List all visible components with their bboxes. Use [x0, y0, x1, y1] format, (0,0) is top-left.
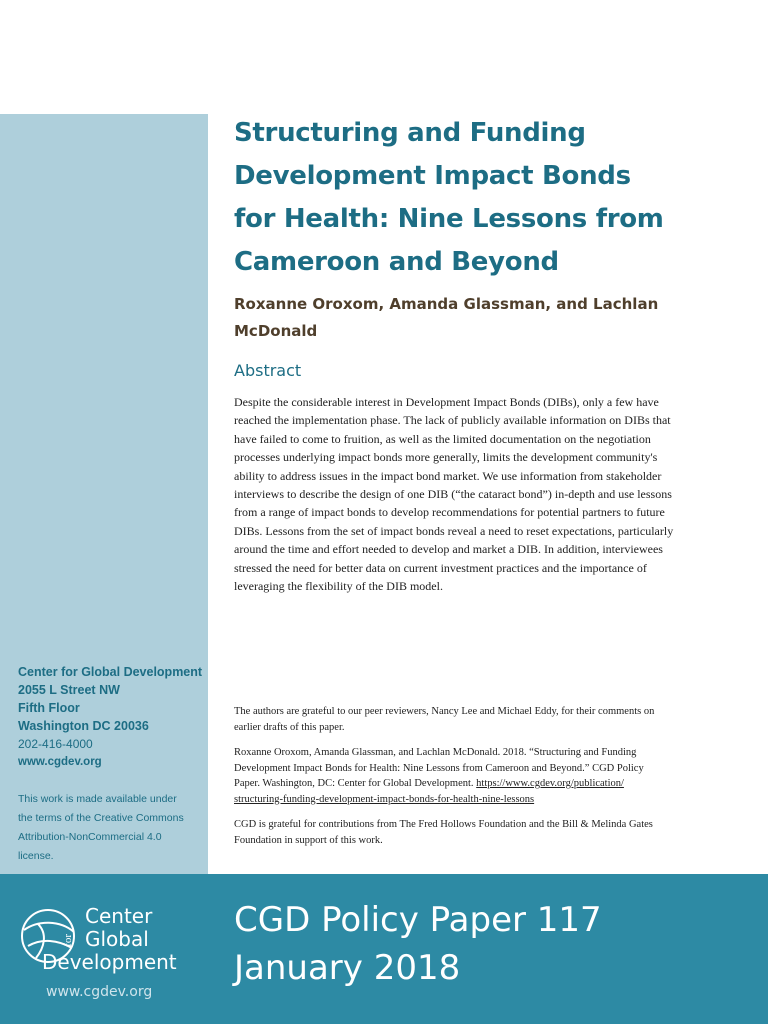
abstract-text: [234, 393, 730, 595]
cgd-logo: [18, 904, 208, 1014]
authors-line: McDonald: [234, 322, 318, 340]
license-line: the terms of the Creative Commons: [18, 812, 184, 824]
logo-line: Global: [85, 927, 149, 951]
abstract-line: DIBs. Lessons from the set of impact bonds reveal a need to reset expectations, particularly: [234, 523, 674, 538]
address-city: Washington DC 20036: [18, 719, 149, 733]
license-line: license.: [18, 850, 54, 862]
series-date: January 2018: [234, 948, 461, 988]
title-line: for Health: Nine Lessons from: [234, 204, 664, 234]
abstract-heading: Abstract: [234, 361, 302, 380]
abstract-line: have failed to come to fruition, as well as the limited documentation on the negotiation: [234, 431, 651, 446]
authors: [234, 291, 714, 345]
address-street: 2055 L Street NW: [18, 683, 120, 697]
title-line: Development Impact Bonds: [234, 161, 631, 191]
funding-line: CGD is grateful for contributions from The Fred Hollows Foundation and the Bill & Melinda Gates: [234, 819, 653, 830]
address-url[interactable]: www.cgdev.org: [18, 756, 102, 768]
abstract-line: interviews to describe the design of one DIB (“the cataract bond”) in-depth and use lessons: [234, 487, 672, 502]
acknowledgment-line: The authors are grateful to our peer reviewers, Nancy Lee and Michael Eddy, for their comments on: [234, 706, 655, 717]
abstract-line: ability to address issues in the impact bond market. We use information from stakeholder: [234, 468, 662, 483]
citation-link[interactable]: https://www.cgdev.org/publication/: [476, 778, 624, 789]
citation-link-continued[interactable]: structuring-funding-development-impact-bonds-for-health-nine-lessons: [234, 793, 535, 805]
funding-line: Foundation in support of this work.: [234, 834, 383, 846]
logo-url[interactable]: www.cgdev.org: [46, 984, 153, 1000]
logo-line: Development: [42, 950, 177, 974]
series-title: CGD Policy Paper 117: [234, 900, 602, 940]
abstract-line: Despite the considerable interest in Development Impact Bonds (DIBs), only a few have: [234, 395, 659, 409]
logo-for: for: [62, 934, 74, 947]
abstract-line: around the time and effort needed to develop and market a DIB. In addition, interviewees: [234, 542, 663, 557]
title-line: Cameroon and Beyond: [234, 247, 559, 277]
title-line: Structuring and Funding: [234, 118, 586, 148]
abstract-line: processes underlying impact bonds more generally, limits the development community's: [234, 450, 658, 465]
contact-address: [18, 663, 203, 771]
abstract-line: from a range of impact bonds to develop recommendations for potential partners to future: [234, 505, 665, 520]
citation-text: Paper. Washington, DC: Center for Global Development.: [234, 778, 474, 789]
acknowledgment: [234, 704, 734, 735]
funding-note: [234, 817, 734, 848]
abstract-line: reached the implementation phase. The lack of publicly available information on DIBs that: [234, 413, 671, 428]
logo-line: Center: [85, 904, 153, 928]
address-phone: 202-416-4000: [18, 737, 93, 751]
license-line: This work is made available under: [18, 793, 177, 805]
citation-line: [234, 776, 734, 792]
address-floor: Fifth Floor: [18, 701, 80, 715]
license-line: Attribution-NonCommercial 4.0: [18, 831, 162, 843]
authors-line: Roxanne Oroxom, Amanda Glassman, and Lachlan: [234, 295, 659, 313]
abstract-line: stressed the need for better data on current investment practices and the importance of: [234, 560, 647, 575]
paper-title: [234, 112, 734, 284]
front-matter-notes: [234, 704, 734, 858]
license-note: [18, 790, 203, 866]
series-label: [234, 896, 602, 992]
acknowledgment-line: earlier drafts of this paper.: [234, 721, 345, 733]
abstract-line: leveraging the flexibility of the DIB model.: [234, 579, 443, 594]
address-org: Center for Global Development: [18, 665, 203, 679]
citation-line: Roxanne Oroxom, Amanda Glassman, and Lachlan McDonald. 2018. “Structuring and Funding: [234, 747, 637, 758]
citation: [234, 745, 734, 807]
citation-line: Development Impact Bonds for Health: Nine Lessons from Cameroon and Beyond.” CGD Policy: [234, 762, 644, 774]
